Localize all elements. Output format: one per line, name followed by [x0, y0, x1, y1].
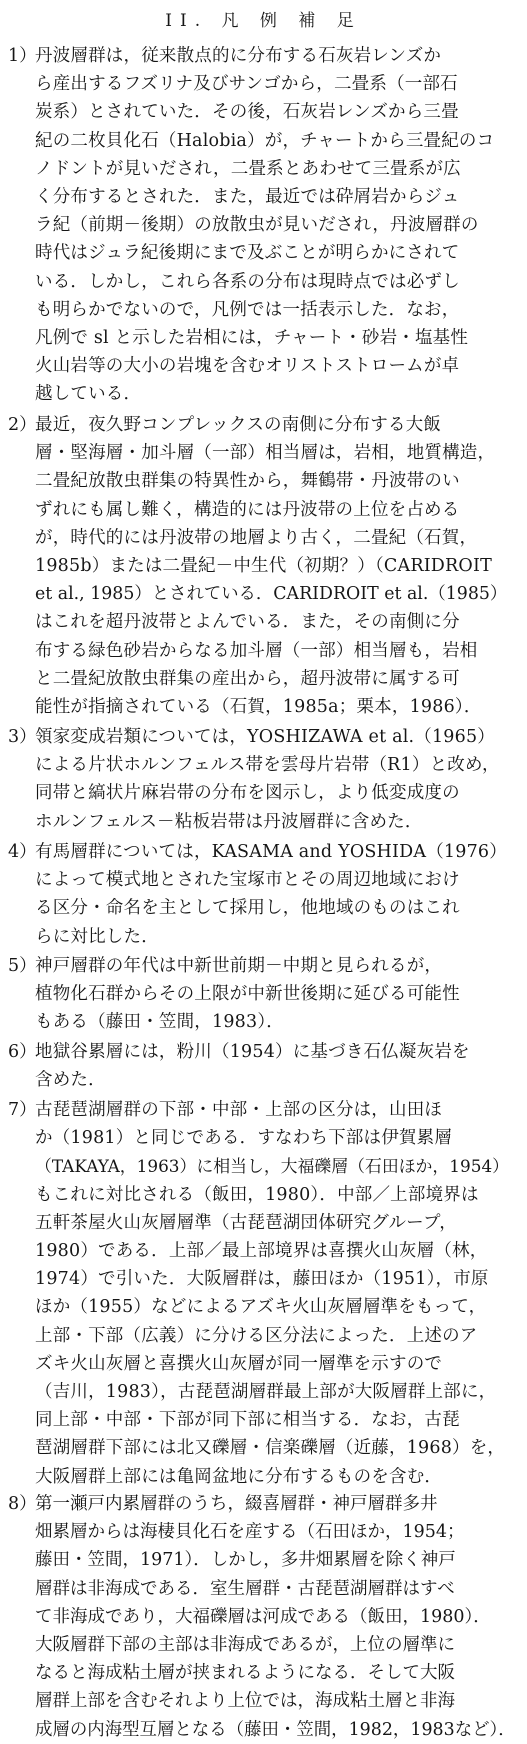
text-line: る区分・命名を主として採用し，他地域のものはこれ — [35, 898, 460, 919]
text-line: 第一瀬戸内累層群のうち，綴喜層群・神戸層群多井 — [35, 1494, 438, 1514]
text-line: か（1981）と同じである．すなわち下部は伊賀累層 — [35, 1128, 453, 1149]
text-line: によって模式地とされた宝塚市とその周辺地域におけ — [35, 870, 460, 891]
text-line: らに対比した． — [35, 926, 159, 947]
text-line: 地獄谷累層には，粉川（1954）に基づき石仏凝灰岩を — [35, 1042, 470, 1062]
text-line: ずれにも属し難く，構造的には丹波帯の上位を占める — [35, 499, 460, 520]
note-item-4 — [8, 838, 516, 951]
note-number: 6） — [8, 1042, 37, 1062]
text-line: いる．しかし，これら各系の分布は現時点では必ずし — [35, 271, 460, 292]
text-line: 火山岩等の大小の岩塊を含むオリストストロームが卓 — [35, 356, 460, 377]
text-line: 1980）である．上部／最上部境界は喜撰火山灰層（林， — [35, 1241, 488, 1262]
text-line: 凡例で sl と示した岩相には，チャート・砂岩・塩基性 — [35, 328, 469, 349]
text-line: 1985b）または二畳紀－中生代（初期？）（CARIDROIT — [35, 556, 492, 577]
note-item-7 — [8, 1096, 516, 1491]
note-number: 7） — [8, 1100, 37, 1120]
text-line: もこれに対比される（飯田，1980）．中部／上部境界は — [35, 1184, 479, 1205]
text-line: 大阪層群上部には亀岡盆地に分布するものを含む． — [35, 1466, 443, 1487]
text-line: 層群は非海成である．室生層群・古琵琶湖層群はすべ — [35, 1578, 455, 1599]
text-line: ほか（1955）などによるアズキ火山灰層層準をもって， — [35, 1297, 487, 1318]
note-number: 3） — [8, 727, 37, 747]
note-number: 5） — [8, 956, 37, 976]
text-line: 炭系）とされていた．その後，石灰岩レンズから三畳 — [35, 102, 459, 123]
text-line: 層・堅海層・加斗層（一部）相当層は，岩相，地質構造， — [35, 443, 496, 464]
text-line: 同上部・中部・下部が同下部に相当する．なお，古琵 — [35, 1410, 460, 1431]
text-line: 二畳紀放散虫群集の特異性から，舞鶴帯・丹波帯のい — [35, 471, 460, 492]
text-line: 藤田・笠間，1971）．しかし，多井畑累層を除く神戸 — [35, 1550, 456, 1571]
section-title: II. 凡 例 補 足 — [165, 11, 362, 31]
text-line: 含めた． — [35, 1070, 106, 1091]
text-line: く分布するとされた．また，最近では砕屑岩からジュ — [35, 187, 460, 208]
note-number: 8） — [8, 1494, 37, 1514]
text-line: ホルンフェルス－粘板岩帯は丹波層群に含めた． — [35, 811, 423, 832]
note-item-2 — [8, 411, 516, 721]
text-line: 時代はジュラ紀後期にまで及ぶことが明らかにされて — [35, 243, 460, 264]
text-line: が，時代的には丹波帯の地層より古く，二畳紀（石賀， — [35, 527, 478, 548]
note-item-3 — [8, 723, 516, 836]
text-line: 能性が指摘されている（石賀，1985a；栗本，1986）． — [35, 697, 482, 718]
text-line: 成層の内海型互層となる（藤田・笠間，1982，1983など）． — [35, 1719, 516, 1740]
text-line: 最近，夜久野コンプレックスの南側に分布する大飯 — [35, 415, 442, 435]
text-line: 紀の二枚貝化石（Halobia）が，チャートから三畳紀のコ — [35, 130, 495, 151]
text-line: 層群上部を含むそれより上位では，海成粘土層と非海 — [35, 1691, 455, 1712]
text-line: もある（藤田・笠間，1983）． — [35, 1012, 284, 1033]
note-item-5 — [8, 952, 516, 1037]
text-line: 1974）で引いた．大阪層群は，藤田ほか（1951），市原 — [35, 1269, 489, 1290]
text-line: （吉川，1983），古琵琶湖層群最上部が大阪層群上部に， — [35, 1382, 497, 1403]
text-line: による片状ホルンフェルス帯を雲母片岩帯（R1）と改め， — [35, 755, 500, 776]
text-line: て非海成であり，大福礫層は河成である（飯田，1980）． — [35, 1606, 491, 1627]
text-line: も明らかでないので，凡例では一括表示した．なお， — [35, 299, 460, 320]
note-number: 2） — [8, 415, 37, 435]
text-line: 大阪層群下部の主部は非海成であるが，上位の層準に — [35, 1635, 455, 1656]
text-line: 琶湖層群下部には北又礫層・信楽礫層（近藤，1968）を， — [35, 1438, 506, 1459]
text-line: 同帯と縞状片麻岩帯の分布を図示し，より低変成度の — [35, 783, 460, 804]
text-line: ら産出するフズリナ及びサンゴから，二畳系（一部石 — [35, 74, 458, 95]
text-line: 上部・下部（広義）に分ける区分法によった．上述のア — [35, 1325, 478, 1346]
note-item-6 — [8, 1038, 516, 1094]
text-line: ノドントが見いだされ，二畳系とあわせて三畳系が広 — [35, 158, 461, 179]
text-line: 有馬層群については，KASAMA and YOSHIDA（1976） — [35, 842, 507, 862]
text-line: 植物化石群からその上限が中新世後期に延びる可能性 — [35, 984, 460, 1005]
text-line: 五軒茶屋火山灰層層準（古琵琶湖団体研究グループ， — [35, 1212, 457, 1233]
note-number: 4） — [8, 842, 37, 862]
note-item-8 — [8, 1490, 516, 1744]
text-line: 領家変成岩類については，YOSHIZAWA et al.（1965） — [35, 727, 495, 747]
text-line: （TAKAYA，1963）に相当し，大福礫層（石田ほか，1954） — [35, 1156, 510, 1177]
text-line: ラ紀（前期－後期）の放散虫が見いだされ，丹波層群の — [35, 215, 479, 236]
text-line: 丹波層群は，従来散点的に分布する石灰岩レンズか — [35, 46, 442, 66]
text-line: 畑累層からは海棲貝化石を産する（石田ほか，1954； — [35, 1522, 465, 1543]
text-line: 古琵琶湖層群の下部・中部・上部の区分は，山田ほ — [35, 1100, 443, 1120]
text-line: 布する緑色砂岩からなる加斗層（一部）相当層も，岩相 — [35, 640, 478, 661]
text-line: 神戸層群の年代は中新世前期－中期と見られるが， — [35, 956, 443, 976]
text-line: 越している． — [35, 384, 142, 405]
text-line: ズキ火山灰層と喜撰火山灰層が同一層準を示すので — [35, 1353, 443, 1374]
text-line: et al., 1985）とされている．CARIDROIT et al.（1985） — [35, 584, 508, 605]
note-item-1 — [8, 42, 516, 409]
text-line: と二畳紀放散虫群集の産出から，超丹波帯に属する可 — [35, 668, 460, 689]
text-line: なると海成粘土層が挟まれるようになる．そして大阪 — [35, 1663, 455, 1684]
text-line: はこれを超丹波帯とよんでいる．また，その南側に分 — [35, 612, 460, 633]
note-number: 1） — [8, 46, 37, 66]
